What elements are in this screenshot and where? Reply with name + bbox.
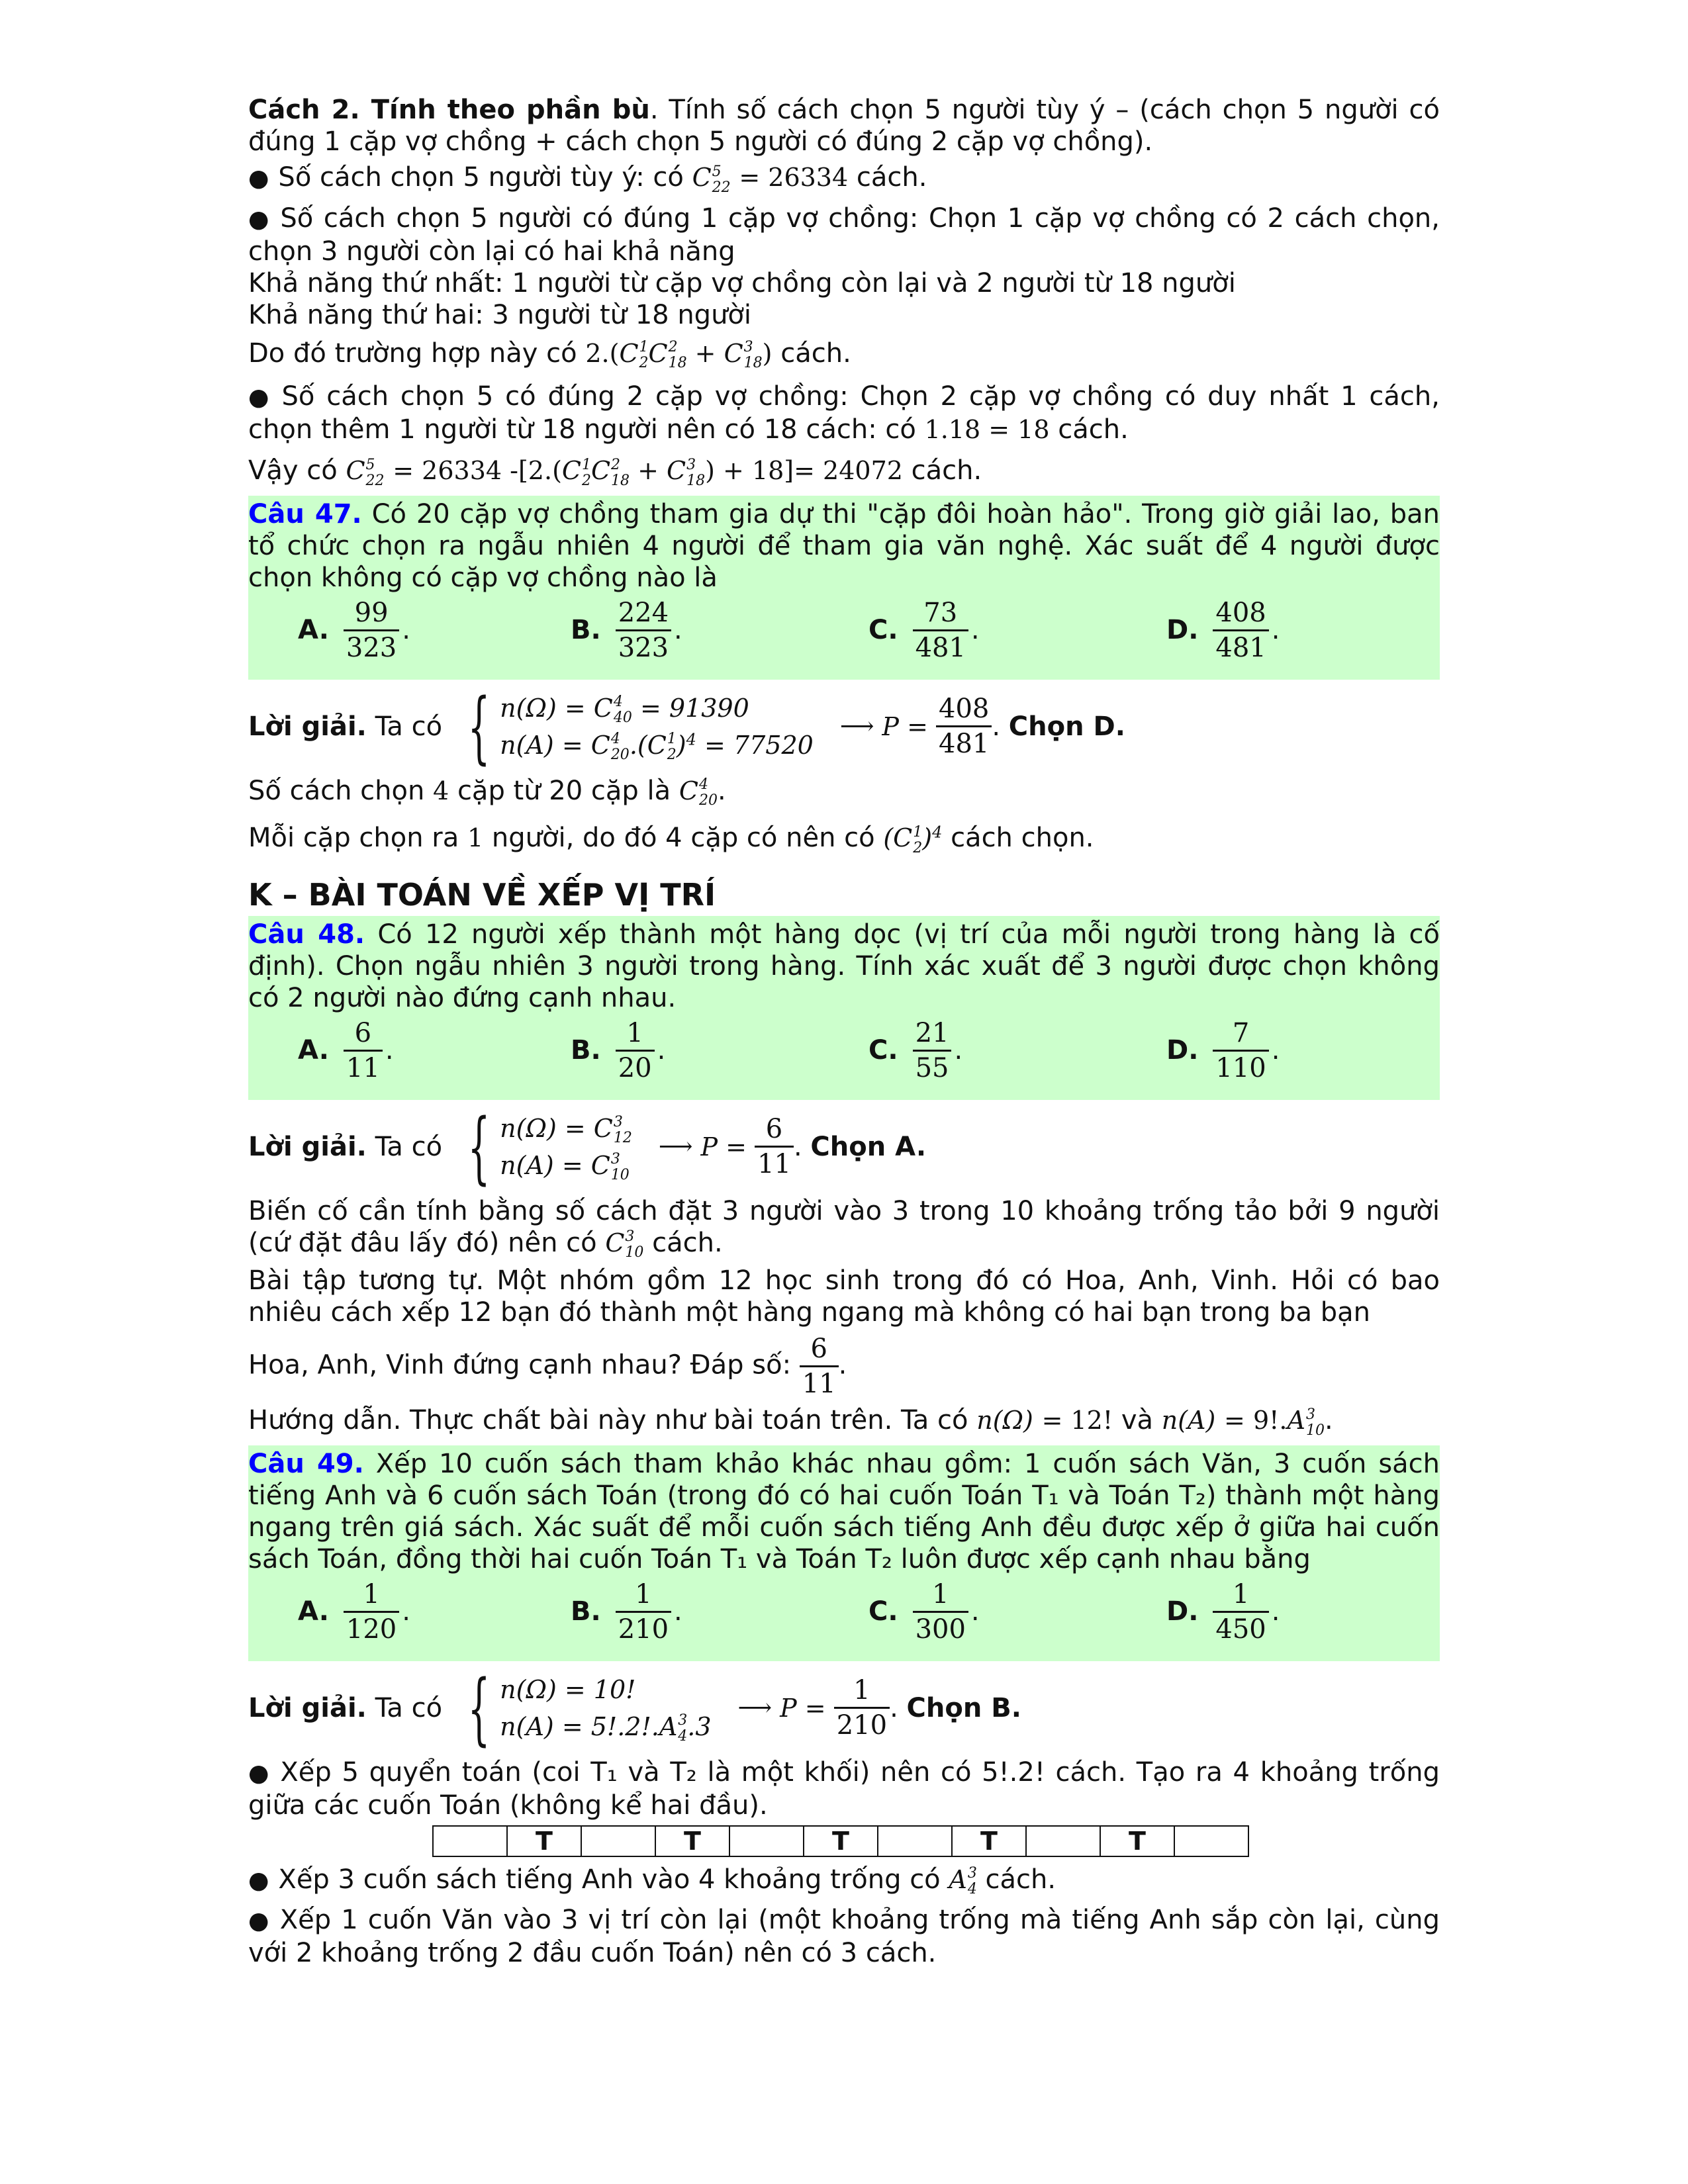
question-48-text: Câu 48. Có 12 người xếp thành một hàng dọc (vị trí của mỗi người trong hàng là cố định). Chọn ngẫu nhiên 3 người trong hàng. Tính xác xuất để 3 người được chọn không có 2 người nào đứng cạnh nhau. bbox=[248, 919, 1440, 1013]
document-page bbox=[248, 94, 1440, 1969]
equation-system: { n(Ω) = 10! n(A) = 5!.2!.A 3 4 .3 bbox=[467, 1662, 712, 1754]
solution-47: Lời giải. Ta có { n(Ω) = C 4 40 = 91390 n(A) = C 4 20 .(C 1 2 )$^4$ = 77520 ⟶ P = $\frac{408}{481}$ . Chọn D. bbox=[248, 680, 1125, 772]
choice-b[interactable]: B. $\frac{224}{323}$ . bbox=[571, 597, 682, 663]
bullet-icon: ● bbox=[248, 205, 271, 233]
q48-explain: Biến cố cần tính bằng số cách đặt 3 người vào 3 trong 10 khoảng trống tảo bởi 9 người (cứ đặt đâu lấy đó) nên có C 3 10 cách. bbox=[248, 1195, 1440, 1261]
choice-b[interactable]: B. $\frac{1}{210}$ . bbox=[571, 1578, 682, 1645]
cach2-intro: Cách 2. Tính theo phần bù. Tính số cách chọn 5 người tùy ý – (cách chọn 5 người có đúng 1 cặp vợ chồng + cách chọn 5 người có đúng 2 cặp vợ chồng). bbox=[248, 95, 1440, 157]
bullet-icon: ● bbox=[248, 1759, 271, 1787]
implies-arrow-icon: ⟶ bbox=[658, 1132, 693, 1160]
q47-note2: Mỗi cặp chọn ra 1 người, do đó 4 cặp có nên có (C 1 2 )$^4$ cách chọn. bbox=[248, 823, 1094, 856]
choice-b[interactable]: B. $\frac{1}{20}$ . bbox=[571, 1017, 666, 1083]
bullet-icon: ● bbox=[248, 384, 273, 411]
table-cell bbox=[878, 1826, 952, 1856]
table-cell: T bbox=[804, 1826, 878, 1856]
choice-d[interactable]: D. $\frac{408}{481}$ . bbox=[1166, 597, 1280, 663]
question-49-choices bbox=[248, 1575, 1440, 1657]
answer-choice: Chọn D. bbox=[1008, 711, 1125, 742]
choice-c[interactable]: C. $\frac{73}{481}$ . bbox=[868, 597, 980, 663]
table-cell: T bbox=[507, 1826, 581, 1856]
q47-note1: Số cách chọn 4 cặp từ 20 cặp là C 4 20 . bbox=[248, 775, 726, 809]
question-47-choices bbox=[248, 594, 1440, 676]
choice-a[interactable]: A. $\frac{1}{120}$ . bbox=[298, 1578, 410, 1645]
choice-c[interactable]: C. $\frac{1}{300}$ . bbox=[868, 1578, 980, 1645]
solution-48: Lời giải. Ta có { n(Ω) = C 3 12 n(A) = C 3 10 ⟶ P = $\frac{6}{11}$ . Chọn A. bbox=[248, 1101, 927, 1193]
table-cell: T bbox=[655, 1826, 729, 1856]
question-47 bbox=[248, 496, 1440, 680]
table-cell bbox=[1026, 1826, 1100, 1856]
question-49 bbox=[248, 1445, 1440, 1661]
choice-a[interactable]: A. $\frac{99}{323}$ . bbox=[298, 597, 410, 663]
question-49-text: Câu 49. Xếp 10 cuốn sách tham khảo khác nhau gồm: 1 cuốn sách Văn, 3 cuốn sách tiếng Anh và 6 cuốn sách Toán (trong đó có hai cuốn Toán T₁ và Toán T₂) thành một hàng ngang trên giá sách. Xác suất để mỗi cuốn sách tiếng Anh đều được xếp ở giữa hai cuốn sách Toán, đồng thời hai cuốn Toán T₁ và Toán T₂ luôn được xếp cạnh nhau bằng bbox=[248, 1448, 1440, 1574]
bullet-icon: ● bbox=[248, 1866, 269, 1894]
table-cell: T bbox=[952, 1826, 1026, 1856]
answer-choice: Chọn A. bbox=[810, 1131, 927, 1162]
equation-system: { n(Ω) = C 3 12 n(A) = C 3 10 bbox=[467, 1101, 632, 1193]
cach2-do-do: Do đó trường hợp này có 2.(C 1 2 C 2 18 + C 3 18 ) cách. bbox=[248, 338, 851, 371]
choice-a[interactable]: A. $\frac{6}{11}$ . bbox=[298, 1017, 394, 1083]
bullet-icon: ● bbox=[248, 165, 269, 192]
kha-nang-2: Khả năng thứ hai: 3 người từ 18 người bbox=[248, 299, 751, 330]
cach2-bullet3: ● Số cách chọn 5 có đúng 2 cặp vợ chồng: Chọn 2 cặp vợ chồng có duy nhất 1 cách, chọn thêm 1 người từ 18 người nên có 18 cách: có 1.18 = 18 cách. bbox=[248, 381, 1440, 445]
cach2-bullet1: ● Số cách chọn 5 người tùy ý: có C 5 22 = 26334 cách. bbox=[248, 162, 927, 196]
q49-bullet2: ● Xếp 3 cuốn sách tiếng Anh vào 4 khoảng trống có A 3 4 cách. bbox=[248, 1864, 1056, 1897]
table-cell: T bbox=[1100, 1826, 1174, 1856]
solution-49: Lời giải. Ta có { n(Ω) = 10! n(A) = 5!.2!.A 3 4 .3 ⟶ P = $\frac{1}{210}$ . Chọn B. bbox=[248, 1662, 1021, 1754]
implies-arrow-icon: ⟶ bbox=[839, 712, 874, 740]
choice-c[interactable]: C. $\frac{21}{55}$ . bbox=[868, 1017, 963, 1083]
table-cell bbox=[729, 1826, 804, 1856]
equation-system: { n(Ω) = C 4 40 = 91390 n(A) = C 4 20 .(C 1 2 )$^4$ = 77520 bbox=[467, 680, 814, 772]
q48-similar-answer: Hoa, Anh, Vinh đứng cạnh nhau? Đáp số: $\frac{6}{11}$ . bbox=[248, 1334, 847, 1399]
question-47-text: Câu 47. Có 20 cặp vợ chồng tham gia dự thi "cặp đôi hoàn hảo". Trong giờ giải lao, ban tổ chức chọn ra ngẫu nhiên 4 người để tham gia văn nghệ. Xác suất để 4 người được chọn không có cặp vợ chồng nào là bbox=[248, 498, 1440, 593]
section-heading: K – BÀI TOÁN VỀ XẾP VỊ TRÍ bbox=[248, 876, 716, 913]
implies-arrow-icon: ⟶ bbox=[737, 1694, 773, 1721]
kha-nang-1: Khả năng thứ nhất: 1 người từ cặp vợ chồng còn lại và 2 người từ 18 người bbox=[248, 267, 1236, 298]
q49-bullet1: ● Xếp 5 quyển toán (coi T₁ và T₂ là một khối) nên có 5!.2! cách. Tạo ra 4 khoảng trống giữa các cuốn Toán (không kể hai đầu). bbox=[248, 1756, 1440, 1821]
q48-similar: Bài tập tương tự. Một nhóm gồm 12 học sinh trong đó có Hoa, Anh, Vinh. Hỏi có bao nhiêu cách xếp 12 bạn đó thành một hàng ngang mà không có hai bạn trong ba bạn bbox=[248, 1265, 1440, 1328]
q48-guide: Hướng dẫn. Thực chất bài này như bài toán trên. Ta có n(Ω) = 12! và n(A) = 9!.A 3 10 . bbox=[248, 1405, 1333, 1439]
choice-d[interactable]: D. $\frac{7}{110}$ . bbox=[1166, 1017, 1280, 1083]
bullet-icon: ● bbox=[248, 1907, 271, 1934]
books-arrangement-table bbox=[432, 1825, 1249, 1857]
cach2-heading: Cách 2. Tính theo phần bù bbox=[248, 95, 650, 125]
q49-bullet3: ● Xếp 1 cuốn Văn vào 3 vị trí còn lại (một khoảng trống mà tiếng Anh sắp còn lại, cùng với 2 khoảng trống 2 đầu cuốn Toán) nên có 3 cách. bbox=[248, 1905, 1440, 1968]
choice-d[interactable]: D. $\frac{1}{450}$ . bbox=[1166, 1578, 1280, 1645]
table-cell bbox=[433, 1826, 507, 1856]
cach2-conclusion: Vậy có C 5 22 = 26334 -[2.(C 1 2 C 2 18 + C 3 18 ) + 18]= 24072 cách. bbox=[248, 455, 982, 489]
question-48 bbox=[248, 916, 1440, 1100]
answer-choice: Chọn B. bbox=[906, 1692, 1021, 1723]
table-cell bbox=[1174, 1826, 1248, 1856]
question-48-choices bbox=[248, 1014, 1440, 1096]
cach2-bullet2: ● Số cách chọn 5 người có đúng 1 cặp vợ chồng: Chọn 1 cặp vợ chồng có 2 cách chọn, chọn 3 người còn lại có hai khả năng bbox=[248, 203, 1440, 267]
table-cell bbox=[581, 1826, 655, 1856]
